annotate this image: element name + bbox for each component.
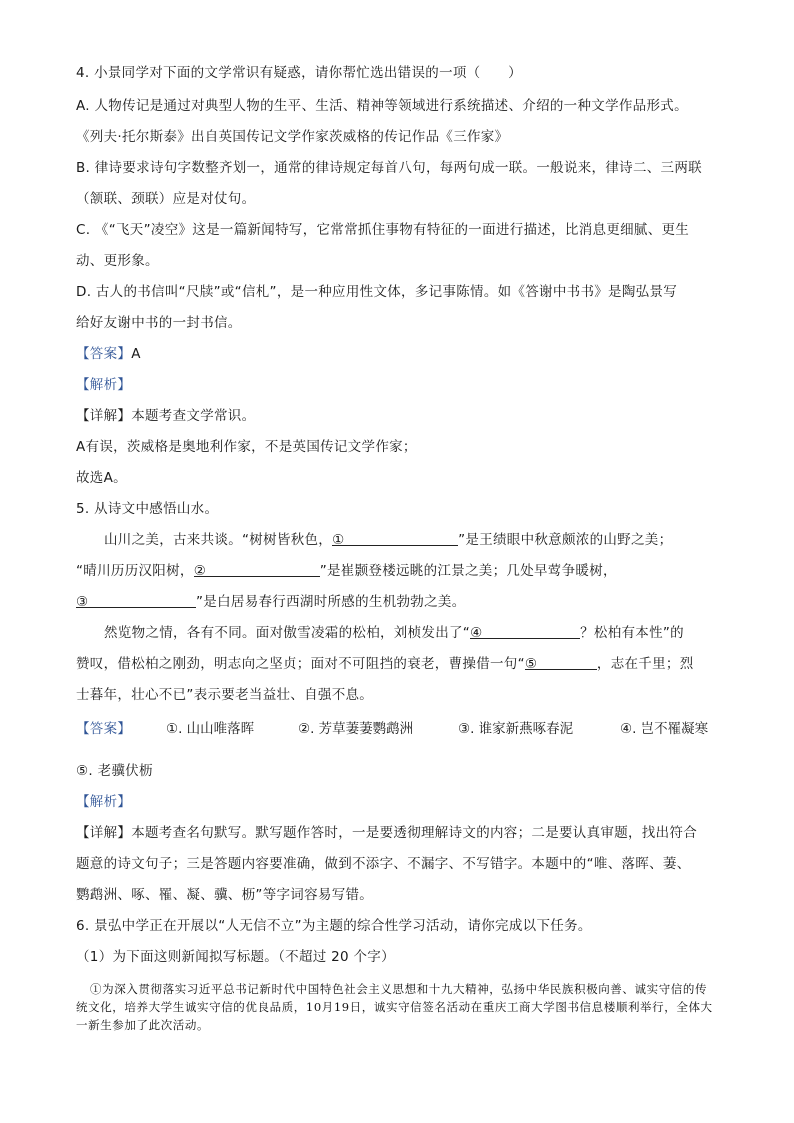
q4-answer-line [76, 345, 141, 363]
q5-para2-line2: 赞叹，借松柏之刚劲，明志向之坚贞；面对不可阻挡的衰老，曹操借一句“⑤ ，志在千里；烈 [76, 656, 694, 672]
q4-option-a-line1: A. 人物传记是通过对典型人物的生平、生活、精神等领域进行系统描述、介绍的一种文学作品形式。 [76, 98, 688, 114]
q4-analysis-tag: 【解析】 [76, 377, 132, 393]
q5-detail-line1 [76, 824, 697, 842]
q5-answer-4: ④. 岂不罹凝寒 [620, 721, 709, 737]
q6-news-passage: ①为深入贯彻落实习近平总书记新时代中国特色社会主义思想和十九大精神，弘扬中华民族积极向善、诚实守信的传统文化，培养大学生诚实守信的优良品质，10月19日，诚实守信签名活动在重庆工商大学图书信息楼顺利举行，全体大一新生参加了此次活动。 [76, 982, 713, 1032]
q5-answer-5: ⑤. 老骥伏枥 [76, 763, 153, 779]
q5-detail-text1: 本题考查名句默写。默写题作答时，一是要透彻理解诗文的内容；二是要认真审题，找出符合 [131, 825, 698, 841]
q5-para1-line1: 山川之美，古来共谈。“树树皆秋色，① ”是王绩眼中秋意颇浓的山野之美； [104, 532, 673, 548]
q5-para2-line3: 士暮年，壮心不已”表示要老当益壮、自强不息。 [76, 687, 374, 703]
answer-tag: 【答案】 [76, 346, 132, 362]
detail-tag: 【详解】 [76, 825, 132, 841]
q6-subquestion-1: （1）为下面这则新闻拟写标题。（不超过 20 个字） [76, 949, 395, 965]
q5-answer-3: ③. 谁家新燕啄春泥 [458, 721, 574, 737]
q4-detail-line3: 故选A。 [76, 470, 127, 486]
detail-tag: 【详解】 [76, 408, 132, 424]
q4-option-b-line1: B. 律诗要求诗句字数整齐划一，通常的律诗规定每首八句，每两句成一联。一般说来，律诗二、三两联 [76, 160, 702, 176]
fill-blank-3[interactable]: ③ [76, 593, 196, 608]
q6-stem: 6. 景弘中学正在开展以“人无信不立”为主题的综合性学习活动，请你完成以下任务。 [76, 918, 592, 934]
q5-analysis-tag: 【解析】 [76, 794, 132, 810]
q4-detail-line1 [76, 407, 255, 425]
q4-stem: 4. 小景同学对下面的文学常识有疑惑，请你帮忙选出错误的一项（ ） [76, 65, 522, 81]
q4-option-b-line2: （颔联、颈联）应是对仗句。 [76, 191, 256, 207]
q5-para2-line1: 然览物之情，各有不同。面对傲雪凌霜的松柏，刘桢发出了“④ ？松柏有本性”的 [104, 625, 684, 641]
q5-para1-line2: “晴川历历汉阳树，② ”是崔颢登楼远眺的江景之美；几处早莺争暖树， [76, 563, 617, 579]
q4-detail-text1: 本题考查文学常识。 [131, 408, 256, 424]
q5-stem: 5. 从诗文中感悟山水。 [76, 501, 219, 517]
q4-option-c-line1: C. 《“飞天”凌空》这是一篇新闻特写，它常常抓住事物有特征的一面进行描述，比消息更细腻、更生 [76, 222, 690, 238]
q5-answer-1: ①. 山山唯落晖 [166, 721, 255, 737]
q5-answer-tag: 【答案】 [76, 721, 132, 737]
fill-blank-1[interactable]: ① [332, 531, 458, 546]
q4-option-d-line2: 给好友谢中书的一封书信。 [76, 315, 242, 331]
q4-option-a-line2: 《列夫·托尔斯泰》出自英国传记文学作家茨威格的传记作品《三作家》 [76, 129, 509, 145]
q4-detail-line2: A有误，茨威格是奥地利作家，不是英国传记文学作家； [76, 439, 417, 455]
q4-answer: A [131, 346, 141, 362]
fill-blank-2[interactable]: ② [194, 562, 320, 577]
q4-option-c-line2: 动、更形象。 [76, 253, 159, 269]
fill-blank-4[interactable]: ④ [470, 624, 580, 639]
q4-option-d-line1: D. 古人的书信叫“尺牍”或“信札”，是一种应用性文体，多记事陈情。如《答谢中书书》是陶弘景写 [76, 284, 678, 300]
q5-answer-2: ②. 芳草萋萋鹦鹉洲 [298, 721, 414, 737]
q5-detail-line3: 鹦鹉洲、啄、罹、凝、骥、枥”等字词容易写错。 [76, 887, 374, 903]
fill-blank-5[interactable]: ⑤ [525, 655, 597, 670]
q5-detail-line2: 题意的诗文句子；三是答题内容要准确，做到不添字、不漏字、不写错字。本题中的“唯、落晖、萋、 [76, 856, 691, 872]
q5-para1-line3: ③ ”是白居易春行西湖时所感的生机勃勃之美。 [76, 594, 466, 610]
